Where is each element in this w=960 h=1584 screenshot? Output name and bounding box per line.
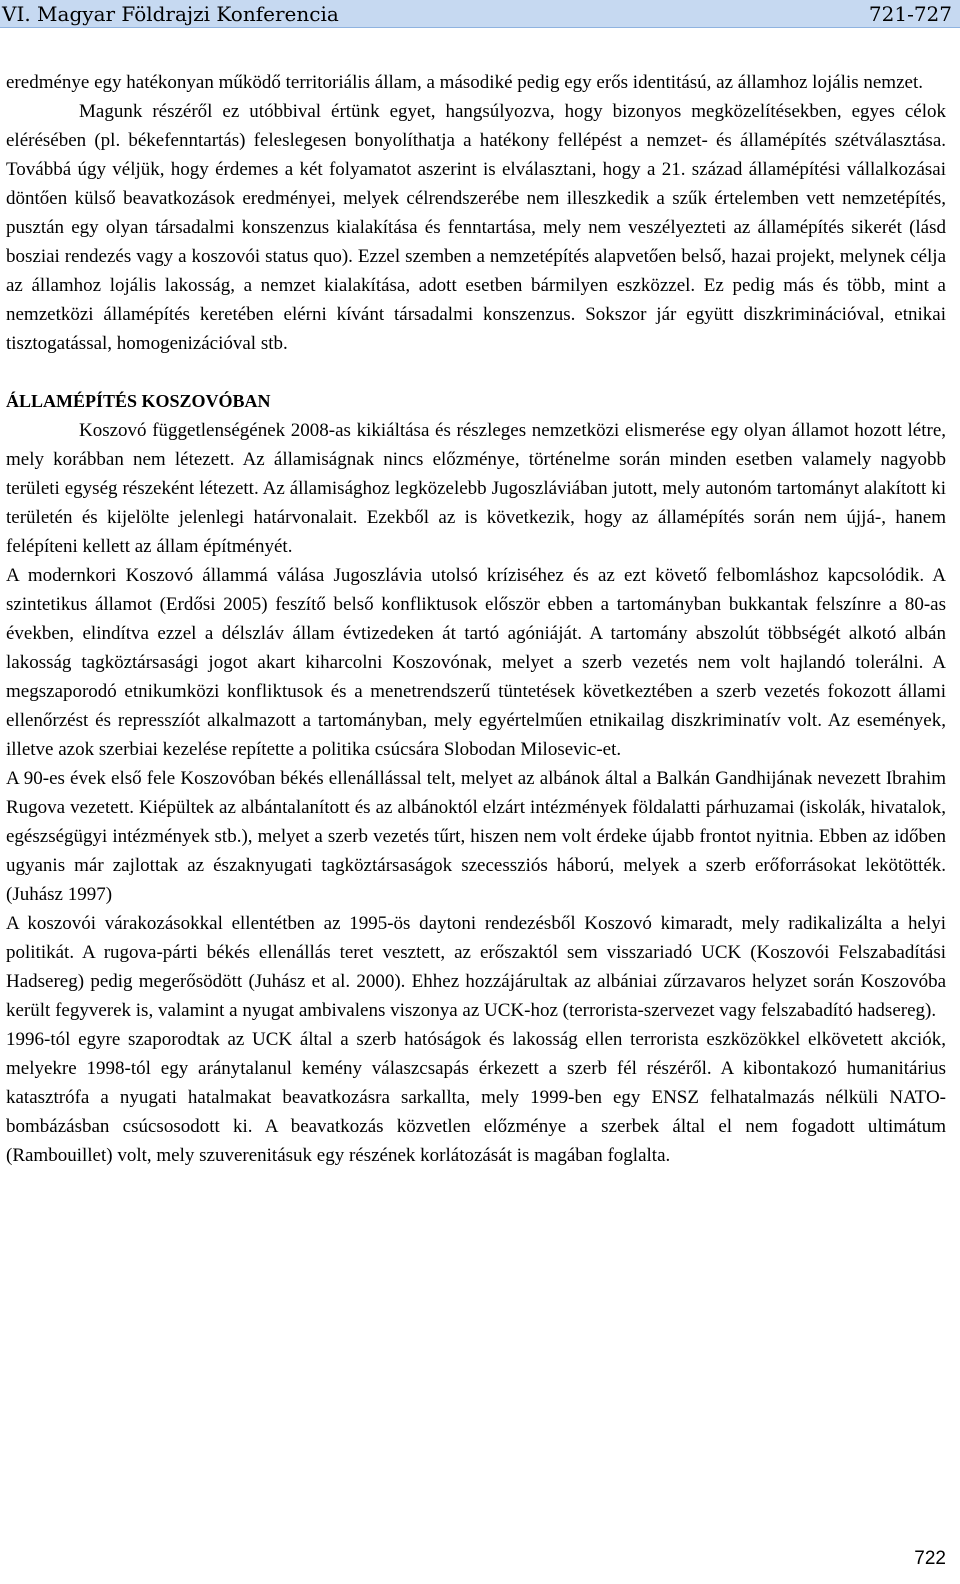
paragraph-1: eredménye egy hatékonyan működő territoriális állam, a másodiké pedig egy erős identitású, az államhoz lojális nemzet. xyxy=(6,72,923,93)
paragraph-2: Magunk részéről ez utóbbival értünk egyet, hangsúlyozva, hogy bizonyos megközelítésekben, egyes célok elérésében (pl. békefenntartás) feleslegesen bonyolíthatja a hatékony fellépést a nemzet- és államépítés szétválasztása. Továbbá úgy véljük, hogy érdemes a két folyamatot aszerint is elválasztani, hogy a 21. század államépítési vállalkozásai döntően külső beavatkozások eredményei, melyek célrendszerébe nem illeszkedik a szűk értelemben vett nemzetépítés, pusztán egy olyan társadalmi konszenzus kialakítása és fenntartása, mely nem veszélyezteti az államépítés sikerét (lásd bosziai rendezés vagy a koszovói status quo). Ezzel szemben a nemzetépítés alapvetően belső, hazai projekt, melynek célja az államhoz lojális lakosság, a nemzet kialakítása, adott esetben bármilyen eszközzel. Ez pedig más és több, mint a nemzetközi államépítés keretében elérni kívánt társadalmi konszenzus. Sokszor jár együtt diszkriminációval, etnikai tisztogatással, homogenizációval stb. xyxy=(6,101,946,354)
conference-title: VI. Magyar Földrajzi Konferencia xyxy=(2,1,339,26)
paragraph-5: A 90-es évek első fele Koszovóban békés ellenállással telt, melyet az albánok által a Balkán Gandhijának nevezett Ibrahim Rugova vezetett. Kiépültek az albántalanított és az albánoktól elzárt intézmények földalatti párhuzamai (iskolák, hivatalok, egészségügyi intézmények stb.), melyet a szerb vezetés tűrt, hiszen nem volt érdeke újabb frontot nyitnia. Ebben az időben ugyanis már zajlottak az északnyugati tagköztársaságok szecessziós háború, melyek a szerb erőforrásokat lekötötték. (Juhász 1997) xyxy=(6,768,946,905)
page-header xyxy=(0,0,960,28)
paragraph-3: Koszovó függetlenségének 2008-as kikiáltása és részleges nemzetközi elismerése egy olyan államot hozott létre, mely korábban nem létezett. Az államiságnak nincs előzménye, történelme során minden esetben valamely nagyobb területi egység részeként létezett. Az államisághoz legközelebb Jugoszláviában jutott, mely autonóm tartományt alakított ki területén és kijelölte jelenlegi határvonalait. Ezekből az is következik, hogy az államépítés során nem újjá-, hanem felépíteni kellett az állam építményét. xyxy=(6,420,946,557)
document-body xyxy=(6,68,946,1170)
paragraph-4: A modernkori Koszovó állammá válása Jugoszlávia utolsó kríziséhez és az ezt követő felbomláshoz kapcsolódik. A szintetikus államot (Erdősi 2005) feszítő belső konfliktusok először ebben a tartományban bukkantak felszínre a 80-as években, elindítva ezzel a délszláv állam évtizedeken át tartó agóniáját. A tartomány abszolút többségét alkotó albán lakosság tagköztársasági jogot akart kiharcolni Koszovónak, melyet a szerb vezetés nem volt hajlandó tolerálni. A megszaporodó etnikumközi konfliktusok és a menetrendszerű tüntetések következtében a szerb vezetés fokozott állami ellenőrzést és represszíót alkalmazott a tartományban, mely egyértelműen etnikailag diszkriminatív volt. Az események, illetve azok szerbiai kezelése repítette a politika csúcsára Slobodan Milosevic-et. xyxy=(6,565,946,760)
paragraph-7: 1996-tól egyre szaporodtak az UCK által a szerb hatóságok és lakosság ellen terrorista eszközökkel elkövetett akciók, melyekre 1998-tól egy aránytalanul kemény válaszcsapás érkezett a szerb fél részéről. A kibontakozó humanitárius katasztrófa a nyugati hatalmakat beavatkozásra sarkallta, mely 1999-ben egy ENSZ felhatalmazás nélküli NATO-bombázásban csúcsosodott ki. A beavatkozás közvetlen előzménye a szerbek által el nem fogadott ultimátum (Rambouillet) volt, mely szuverenitásuk egy részének korlátozását is magában foglalta. xyxy=(6,1029,946,1166)
paragraph-6: A koszovói várakozásokkal ellentétben az 1995-ös daytoni rendezésből Koszovó kimaradt, mely radikalizálta a helyi politikát. A rugova-párti békés ellenállás teret vesztett, az erőszaktól sem visszariadó UCK (Koszovói Felszabadítási Hadsereg) pedig megerősödött (Juhász et al. 2000). Ehhez hozzájárultak az albániai zűrzavaros helyzet során Koszovóba került fegyverek is, valamint a nyugat ambivalens viszonya az UCK-hoz (terrorista-szervezet vagy felszabadító hadsereg). xyxy=(6,913,946,1021)
page-number: 722 xyxy=(914,1548,946,1569)
page-range: 721-727 xyxy=(868,1,952,26)
section-heading: ÁLLAMÉPÍTÉS KOSZOVÓBAN xyxy=(6,391,271,411)
